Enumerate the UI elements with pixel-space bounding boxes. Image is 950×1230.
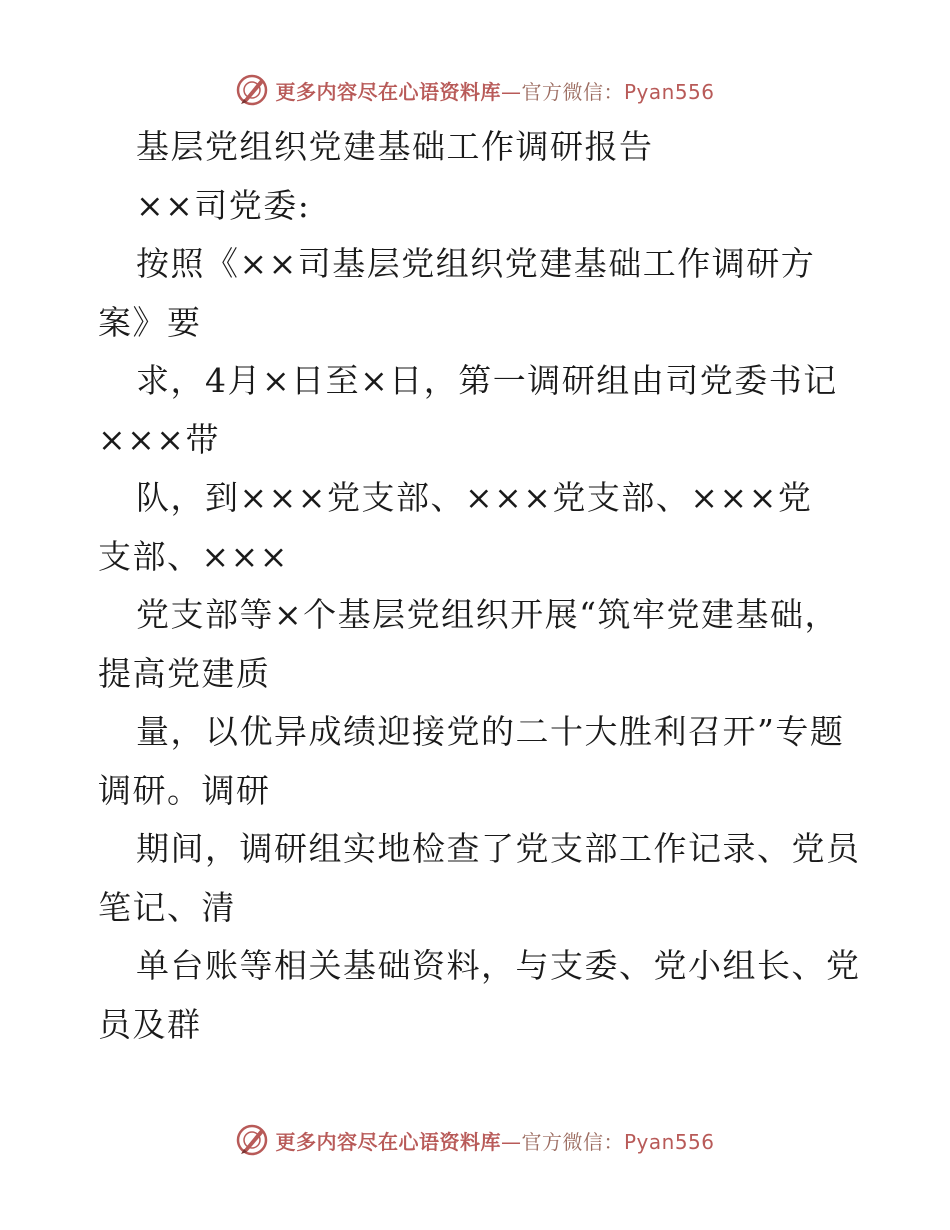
watermark-dash: —: [500, 79, 522, 104]
document-line: 按照《××司基层党组织党建基础工作调研方: [136, 244, 816, 283]
watermark-main-text: 更多内容尽在心语资料库: [275, 1129, 501, 1154]
document-title: 基层党组织党建基础工作调研报告: [136, 127, 654, 166]
quill-pen-logo-icon: [235, 73, 269, 107]
document-line: 量，以优异成绩迎接党的二十大胜利召开”专题: [136, 712, 845, 751]
document-body: [98, 118, 868, 1054]
document-line: ××司党委:: [136, 185, 311, 225]
document-line: 求，4月×日至×日，第一调研组由司党委书记: [136, 361, 838, 400]
document-line: 案》要: [98, 302, 202, 342]
watermark-sub-text: 官方微信：: [521, 1129, 624, 1154]
document-line: ×××带: [98, 419, 220, 459]
watermark-main-text: 更多内容尽在心语资料库: [275, 79, 501, 104]
document-line: 队，到×××党支部、×××党支部、×××党: [136, 478, 813, 517]
watermark-dash: —: [500, 1129, 522, 1154]
document-line: 单台账等相关基础资料，与支委、党小组长、党: [136, 946, 861, 985]
document-line: 支部、×××: [98, 536, 289, 576]
watermark-banner-top: [0, 70, 950, 110]
watermark-banner-bottom: [0, 1120, 950, 1160]
watermark-id-text: Pyan556: [623, 1129, 715, 1154]
document-line: 笔记、清: [98, 887, 236, 927]
watermark-sub-text: 官方微信：: [521, 79, 624, 104]
quill-pen-logo-icon: [235, 1123, 269, 1157]
document-line: 员及群: [98, 1004, 202, 1044]
watermark-text: [275, 1126, 714, 1155]
document-line: 调研。调研: [98, 770, 271, 810]
document-line: 党支部等×个基层党组织开展“筑牢党建基础，: [136, 595, 840, 634]
watermark-text: [275, 76, 714, 105]
document-line: 期间，调研组实地检查了党支部工作记录、党员: [136, 829, 861, 868]
document-line: 提高党建质: [98, 653, 271, 693]
watermark-id-text: Pyan556: [623, 79, 715, 104]
